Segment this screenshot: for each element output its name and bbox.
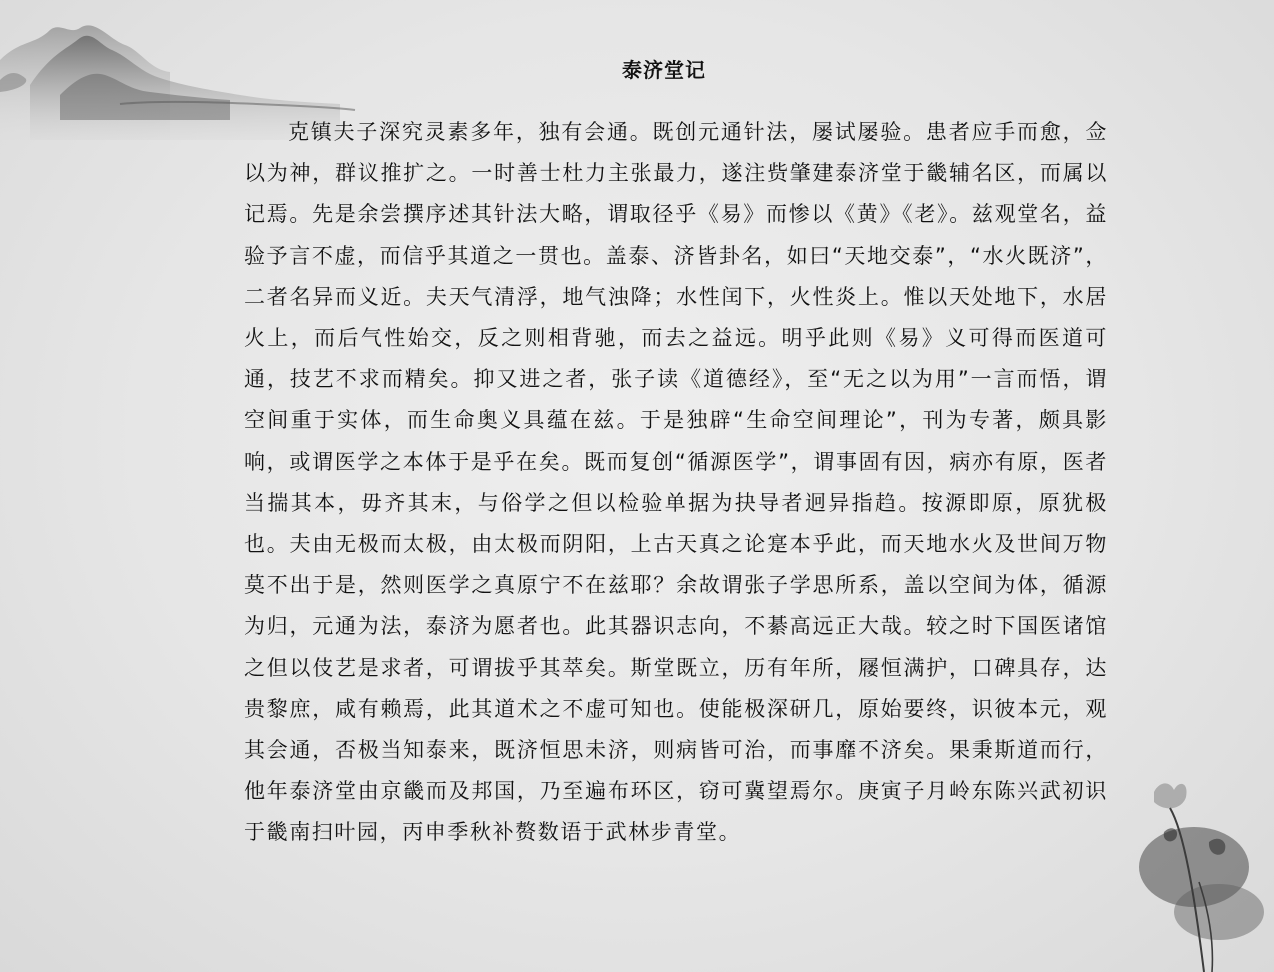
ink-lotus-flower xyxy=(1124,772,1274,972)
page-title: 泰济堂记 xyxy=(622,58,706,82)
article-body: 克镇夫子深究灵素多年，独有会通。既创元通针法，屡试屡验。患者应手而愈，佥以为神，群议推扩之。一时善士杜力主张最力，遂注赀肇建泰济堂于畿辅名区，而属以记焉。先是余尝撰序述其针法大略，谓取径乎《易》而惨以《黄》《老》。兹观堂名，益验予言不虚，而信乎其道之一贯也。盖泰、济皆卦名，如曰“天地交泰”，“水火既济”，二者名异而义近。夫天气清浮，地气浊降；水性闰下，火性炎上。惟以天处地下，水居火上，而后气性始交，反之则相背驰，而去之益远。明乎此则《易》义可得而医道可通，技艺不求而精矣。抑又进之者，张子读《道德经》，至“无之以为用”一言而悟，谓空间重于实体，而生命奥义具蕴在兹。于是独辟“生命空间理论”，刊为专著，颇具影响，或谓医学之本体于是乎在矣。既而复创“循源医学”，谓事固有因，病亦有原，医者当揣其本，毋齐其末，与俗学之但以检验单据为抉导者迥异指趋。按源即原，原犹极也。夫由无极而太极，由太极而阴阳，上古天真之论寔本乎此，而天地水火及世间万物莫不出于是，然则医学之真原宁不在兹耶？余故谓张子学思所系，盖以空间为体，循源为归，元通为法，泰济为愿者也。此其器识志向，不綦高远正大哉。较之时下国医诸馆之但以伎艺是求者，可谓拔乎其萃矣。斯堂既立，历有年所，屦恒满护，口碑具存，达贵黎庶，咸有赖焉，此其道术之不虚可知也。使能极深研几，原始要终，识彼本元，观其会通，否极当知泰来，既济恒思未济，则病皆可治，而事靡不济矣。果秉斯道而行，他年泰济堂由京畿而及邦国，乃至遍布环区，窃可冀望焉尔。庚寅子月岭东陈兴武初识于畿南扫叶园，丙申季秋补赘数语于武林步青堂。 xyxy=(244,120,1108,845)
